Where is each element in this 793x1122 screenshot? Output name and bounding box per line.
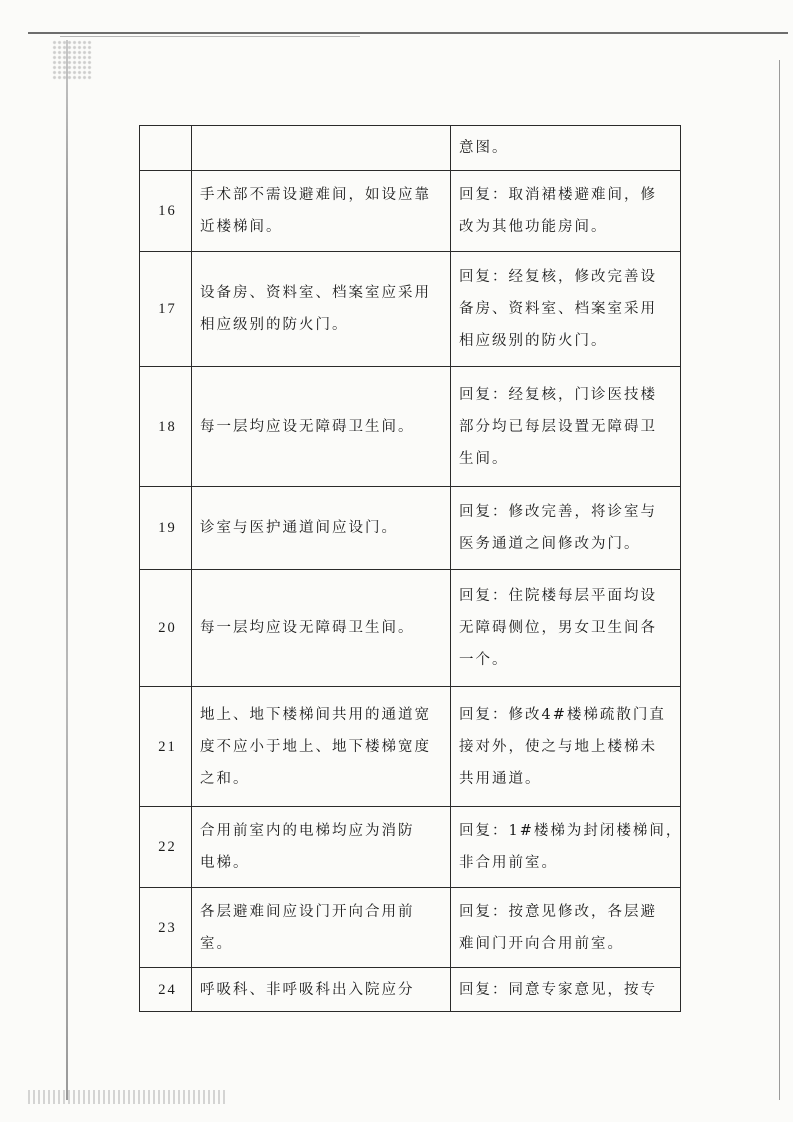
reply-cell [451,126,681,171]
issue-text-line: 合用前室内的电梯均应为消防 [200,823,415,839]
reply-cell [451,252,681,367]
row-number: 23 [140,888,192,968]
table-row [140,570,681,687]
review-issue-cell [192,687,451,807]
reply-text-line: 生间。 [459,450,509,467]
issue-text-line: 每一层均应设无障碍卫生间。 [200,418,415,435]
reply-text-line: 回复：同意专家意见，按专 [459,981,657,998]
scan-edge-top [28,32,788,34]
reply-cell [451,687,681,807]
review-issue-cell [192,807,451,888]
issue-text-line: 呼吸科、非呼吸科出入院应分 [200,981,415,998]
reply-text-line: 共用通道。 [459,770,542,787]
issue-text-line: 设备房、资料室、档案室应采用 [200,285,431,301]
issue-text-line: 诊室与医护通道间应设门。 [200,520,398,536]
row-number [140,126,192,171]
reply-cell [451,570,681,687]
table-row [140,968,681,1012]
issue-text-line: 度不应小于地上、地下楼梯宽度 [200,738,431,755]
reply-text-line: 难间门开向合用前室。 [459,935,624,952]
review-response-table [139,125,681,1012]
reply-text-line: 备房、资料室、档案室采用 [459,301,657,317]
reply-cell [451,888,681,968]
row-number: 24 [140,968,192,1012]
issue-text-line: 电梯。 [200,855,250,871]
row-number: 20 [140,570,192,687]
review-issue-cell [192,126,451,171]
row-number: 22 [140,807,192,888]
reply-text-line: 一个。 [459,652,509,668]
row-number: 19 [140,487,192,570]
reply-text-line: 回复：经复核，修改完善设 [459,269,657,285]
reply-cell [451,367,681,487]
scan-noise-corner [52,40,92,80]
review-issue-cell [192,888,451,968]
reply-text-line: 回复：按意见修改，各层避 [459,903,657,920]
reply-cell [451,807,681,888]
reply-cell [451,487,681,570]
issue-text-line: 近楼梯间。 [200,219,283,235]
reply-text-line: 回复：修改4#楼梯疏散门直 [459,706,666,723]
reply-text-line: 回复：1#楼梯为封闭楼梯间， [459,823,683,839]
table-row [140,888,681,968]
review-issue-cell [192,968,451,1012]
review-issue-cell [192,367,451,487]
table-row [140,687,681,807]
reply-text-line: 回复：住院楼每层平面均设 [459,588,657,604]
review-issue-cell [192,171,451,252]
table-row [140,171,681,252]
table-body [140,126,681,1012]
reply-text-line: 回复：经复核，门诊医技楼 [459,386,657,403]
issue-text-line: 室。 [200,935,233,952]
row-number: 18 [140,367,192,487]
reply-text-line: 医务通道之间修改为门。 [459,536,641,552]
reply-text-line: 意图。 [459,140,509,156]
issue-text-line: 每一层均应设无障碍卫生间。 [200,620,415,636]
reply-text-line: 回复：取消裙楼避难间，修 [459,187,657,203]
reply-text-line: 回复：修改完善，将诊室与 [459,504,657,520]
table-row [140,487,681,570]
issue-text-line: 地上、地下楼梯间共用的通道宽 [200,706,431,723]
scan-noise-bottom [28,1090,228,1104]
reply-cell [451,171,681,252]
table-row [140,367,681,487]
reply-text-line: 无障碍侧位，男女卫生间各 [459,620,657,636]
review-issue-cell [192,487,451,570]
row-number: 21 [140,687,192,807]
scan-edge-top-shadow [60,36,360,37]
table-row [140,252,681,367]
reply-text-line: 部分均已每层设置无障碍卫 [459,418,657,435]
review-issue-cell [192,252,451,367]
reply-text-line: 相应级别的防火门。 [459,333,608,349]
reply-text-line: 改为其他功能房间。 [459,219,608,235]
issue-text-line: 手术部不需设避难间，如设应靠 [200,187,431,203]
reply-cell [451,968,681,1012]
row-number: 17 [140,252,192,367]
scan-edge-right [779,60,780,1100]
row-number: 16 [140,171,192,252]
table-row [140,126,681,171]
scan-edge-left [66,40,68,1100]
reply-text-line: 非合用前室。 [459,855,558,871]
reply-text-line: 接对外，使之与地上楼梯未 [459,738,657,755]
review-issue-cell [192,570,451,687]
issue-text-line: 之和。 [200,770,250,787]
issue-text-line: 相应级别的防火门。 [200,317,349,333]
issue-text-line: 各层避难间应设门开向合用前 [200,903,415,920]
table-row [140,807,681,888]
